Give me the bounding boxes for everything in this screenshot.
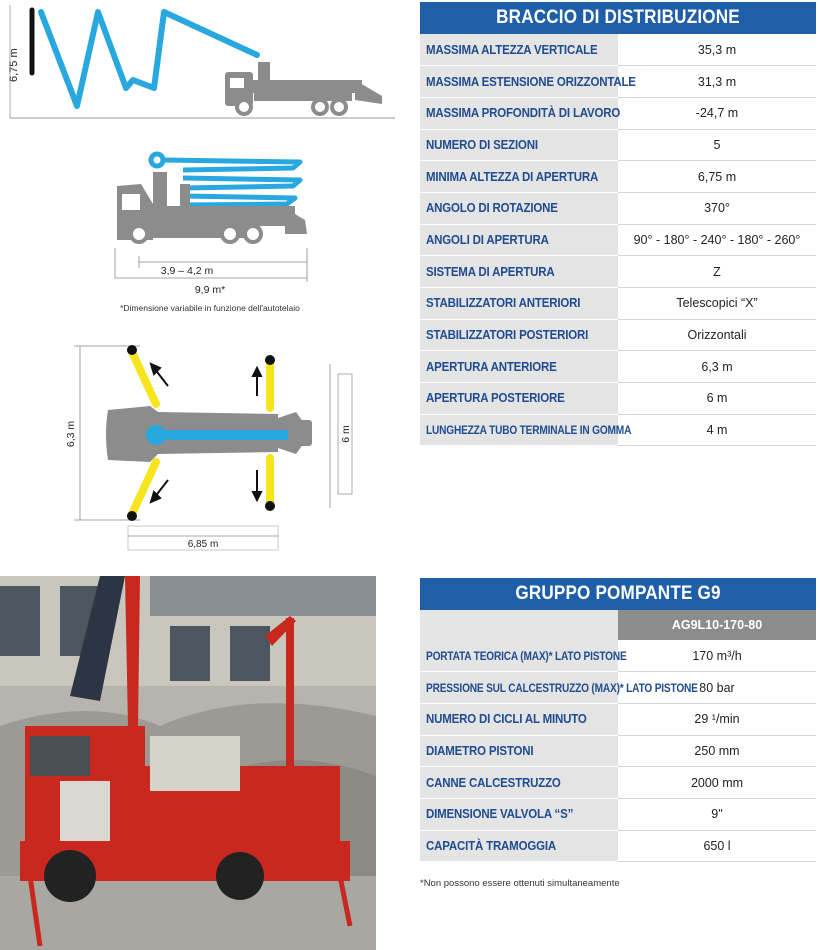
boom-row-label (420, 256, 618, 288)
pump-spec-table (420, 578, 816, 862)
boom-side-view-drawing (0, 0, 400, 125)
pump-row-value: 2000 mm (618, 767, 816, 799)
pump-row-value: 650 l (618, 830, 816, 862)
pump-row-label-text: CAPACITÀ TRAMOGGIA (426, 838, 557, 853)
pump-table-title: GRUPPO POMPANTE G9 (440, 578, 796, 610)
pump-row-label (420, 672, 698, 704)
pump-row-value: 170 m³/h (618, 640, 816, 672)
boom-row (420, 383, 816, 415)
boom-row (420, 224, 816, 256)
boom-row-label-text: ANGOLO DI ROTAZIONE (426, 201, 558, 216)
boom-row-label (420, 161, 618, 193)
boom-row-label (420, 34, 618, 66)
pump-model: AG9L10-170-80 (618, 610, 816, 640)
boom-row-label-text: LUNGHEZZA TUBO TERMINALE IN GOMMA (426, 425, 632, 438)
boom-row-label-text: NUMERO DI SEZIONI (426, 137, 538, 152)
boom-row-value: -24,7 m (618, 97, 816, 129)
boom-row-label (420, 383, 618, 415)
boom-row-label (420, 224, 618, 256)
boom-row (420, 288, 816, 320)
pump-row (420, 798, 816, 830)
pump-row-label-text: PORTATA TEORICA (MAX)* LATO PISTONE (426, 650, 627, 663)
pump-row-label-text: DIMENSIONE VALVOLA “S” (426, 807, 574, 822)
pump-row-label-text: CANNE CALCESTRUZZO (426, 775, 561, 790)
pump-row (420, 830, 816, 862)
pump-row-label (420, 830, 618, 862)
boom-row-value: 6,3 m (618, 351, 816, 383)
boom-row-label-text: MASSIMA ALTEZZA VERTICALE (426, 42, 598, 57)
top-length-label: 6,85 m (187, 539, 219, 550)
boom-row-value: 90° - 180° - 240° - 180° - 260° (618, 224, 816, 256)
boom-row-label-text: APERTURA ANTERIORE (426, 359, 557, 374)
pump-row (420, 735, 816, 767)
wheelbase-label: 3,9 – 4,2 m (160, 265, 214, 277)
pump-row (420, 703, 816, 735)
boom-row-label (420, 192, 618, 224)
pump-row-label (420, 703, 618, 735)
boom-row-label-text: SISTEMA DI APERTURA (426, 264, 555, 279)
boom-row (420, 34, 816, 66)
boom-table-title: BRACCIO DI DISTRIBUZIONE (440, 2, 796, 34)
pump-row-label-text: DIAMETRO PISTONI (426, 743, 534, 758)
pump-subhead-blank (420, 610, 618, 640)
pump-row-value: 9" (618, 798, 816, 830)
boom-row-label-text: ANGOLI DI APERTURA (426, 232, 549, 247)
boom-row-label (420, 414, 632, 446)
pump-row-label (420, 735, 618, 767)
pump-footnote: *Non possono essere ottenuti simultaneamente (420, 878, 620, 889)
boom-row-label-text: MINIMA ALTEZZA DI APERTURA (426, 169, 599, 184)
folded-length-label: 9,9 m* (194, 284, 226, 296)
boom-spec-table (420, 2, 816, 446)
boom-row (420, 319, 816, 351)
boom-row (420, 256, 816, 288)
boom-row-label-text: MASSIMA PROFONDITÀ DI LAVORO (426, 106, 621, 121)
boom-row-label-text: STABILIZZATORI ANTERIORI (426, 296, 581, 311)
front-span-label: 6,3 m (65, 420, 77, 448)
boom-row-value: 6,75 m (618, 161, 816, 193)
pump-row-value: 250 mm (618, 735, 816, 767)
boom-row (420, 414, 816, 446)
boom-row-value: 35,3 m (618, 34, 816, 66)
boom-row-value: Z (618, 256, 816, 288)
boom-row-label (420, 351, 618, 383)
boom-row-value: 31,3 m (618, 66, 816, 98)
pump-row-label-text: PRESSIONE SUL CALCESTRUZZO (MAX)* LATO PISTONE (426, 682, 698, 695)
pump-row-value: 80 bar (618, 672, 816, 704)
folded-note: *Dimensione variabile in funzione dell'autotelaio (120, 303, 300, 313)
boom-folded-view-drawing (95, 148, 325, 318)
boom-row (420, 97, 816, 129)
boom-row (420, 66, 816, 98)
boom-row (420, 351, 816, 383)
boom-row-label (420, 288, 618, 320)
pump-row-label-text: NUMERO DI CICLI AL MINUTO (426, 712, 587, 727)
boom-row-value: 6 m (618, 383, 816, 415)
boom-row-label-text: MASSIMA ESTENSIONE ORIZZONTALE (426, 74, 636, 89)
boom-row (420, 161, 816, 193)
rear-span-label: 6 m (340, 425, 352, 443)
boom-row-value: 370° (618, 192, 816, 224)
side-height-label: 6,75 m (8, 48, 20, 82)
pump-row-label (420, 798, 618, 830)
outrigger-top-view-drawing (60, 338, 365, 560)
boom-row-label-text: STABILIZZATORI POSTERIORI (426, 328, 589, 343)
truck-photo (0, 576, 376, 950)
boom-row-label (420, 66, 636, 98)
boom-row-value: Telescopici “X” (618, 288, 816, 320)
pump-row-value: 29 ¹/min (618, 703, 816, 735)
boom-row-value: 5 (618, 129, 816, 161)
pump-row-label (420, 767, 618, 799)
pump-row-label (420, 640, 627, 672)
boom-row (420, 192, 816, 224)
pump-row (420, 640, 816, 672)
pump-row (420, 767, 816, 799)
pump-row (420, 672, 816, 704)
boom-row-label (420, 129, 618, 161)
boom-row-value: Orizzontali (618, 319, 816, 351)
boom-row-label-text: APERTURA POSTERIORE (426, 391, 565, 406)
boom-row-value: 4 m (618, 414, 816, 446)
boom-row-label (420, 97, 621, 129)
boom-row (420, 129, 816, 161)
boom-row-label (420, 319, 618, 351)
